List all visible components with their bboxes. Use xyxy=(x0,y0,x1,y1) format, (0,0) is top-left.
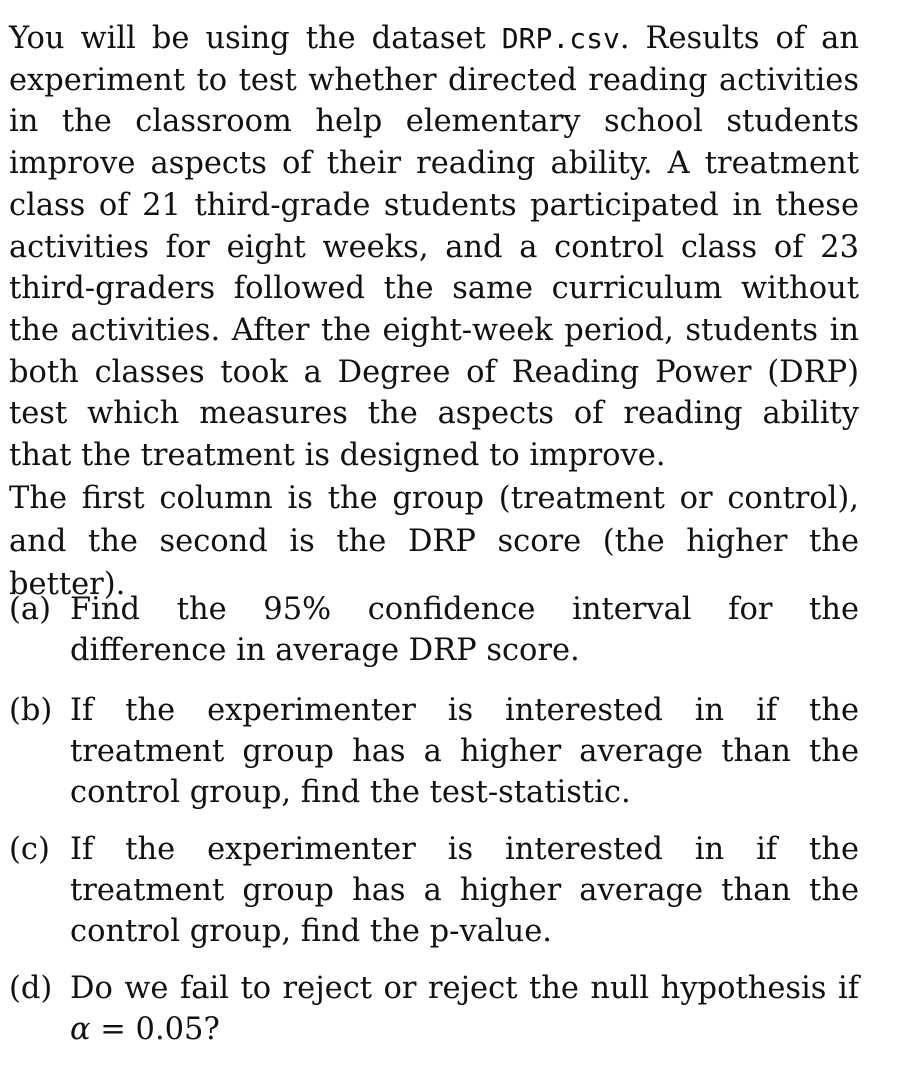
dataset-filename: DRP.csv xyxy=(501,22,620,55)
intro-text-part2: . Results of an experiment to test whether directed reading activities in the classroom help elementary school students improve aspects of their reading ability. A treatment class of 21 third-grade students participated in these activities for eight weeks, and a control class of 23 third-graders followed the same curriculum without the activities. After the eight-week period, students in both classes took a Degree of Reading Power (DRP) test which measures the aspects of reading ability that the treatment is designed to improve. xyxy=(9,21,859,474)
question-a xyxy=(9,589,859,671)
intro-text-part1: You will be using the dataset xyxy=(9,21,502,56)
intro-paragraph xyxy=(9,18,859,477)
question-c-text: If the experimenter is interested in if the treatment group has a higher average than the control group, find the p-value. xyxy=(70,832,859,949)
question-d xyxy=(9,968,859,1050)
alpha-symbol: α xyxy=(70,1012,91,1047)
question-a-label: (a) xyxy=(9,592,51,627)
question-c xyxy=(9,829,859,952)
question-b-text: If the experimenter is interested in if the treatment group has a higher average than the control group, find the test-statistic. xyxy=(70,693,859,810)
question-a-text: Find the 95% confidence interval for the difference in average DRP score. xyxy=(70,592,859,668)
question-c-label: (c) xyxy=(9,832,50,867)
alpha-value: = 0.05? xyxy=(90,1012,220,1047)
question-b xyxy=(9,690,859,813)
question-b-label: (b) xyxy=(9,693,53,728)
question-d-text-before: Do we fail to reject or reject the null hypothesis if xyxy=(70,971,859,1006)
question-d-text xyxy=(70,968,859,1050)
columns-note-paragraph: The first column is the group (treatment or control), and the second is the DRP score (the higher the better). xyxy=(9,480,859,602)
problem-document xyxy=(9,18,859,606)
question-d-label: (d) xyxy=(9,971,53,1006)
